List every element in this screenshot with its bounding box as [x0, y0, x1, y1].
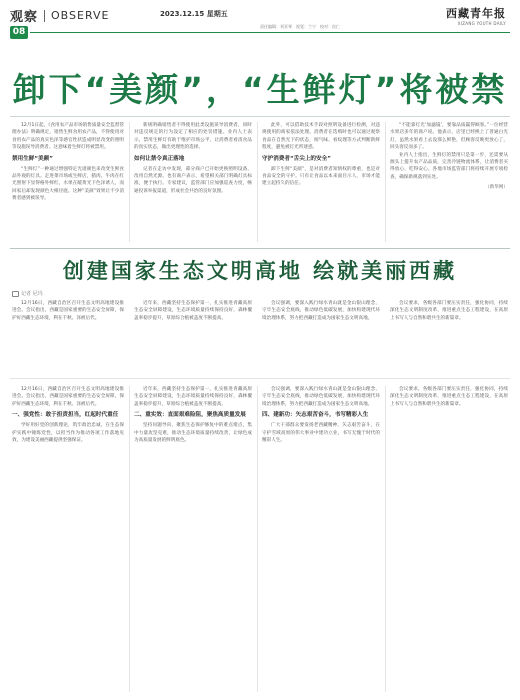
section-divider-2 — [10, 378, 510, 379]
article1-body-1: “生鲜灯”一种通过增强特定光谱颜色来改变生鲜食品外观的灯具。走进菜市场或生鲜店，猪肉、牛肉在红光照射下显得格外鲜红，水果在暖黄光下色泽诱人，而回家后却发现颜色大相径庭。这种“美颜”效果让不少消费者感到被误导。 — [12, 166, 124, 202]
column-rule — [129, 122, 130, 242]
section-label — [10, 6, 109, 25]
article2-subhead-2: 二、重实效：直面艰难险阻，聚焦高质量发展 — [134, 412, 246, 419]
editor-credits: 责任编辑：刘亚琴 视觉：兰宁 校对：次仁 — [260, 24, 340, 29]
article2-body-c: 会议强调，要深入践行绿水青山就是金山银山理念，守牢生态安全底线，推动绿色低碳发展，加快构建现代环境治理体系，努力把西藏打造成为国家生态文明高地。 — [262, 387, 380, 407]
column-rule — [129, 386, 130, 692]
article2-body-2: 坚持问题导向，聚焦生态保护修复中的难点堵点，集中力量攻坚克难，推动生态环境质量持续改善，让绿色成为高质量发展的鲜明底色。 — [134, 423, 252, 444]
article2-lead-3: 会议强调，要深入践行绿水青山就是金山银山理念，守牢生态安全底线，推动绿色低碳发展，加快构建现代环境治理体系，努力把西藏打造成为国家生态文明高地。 — [262, 301, 380, 321]
article2-col2 — [134, 386, 252, 692]
article2-top-col3 — [262, 300, 380, 370]
column-rule — [257, 122, 258, 242]
article2-top-col1 — [12, 300, 124, 370]
article1-col2 — [134, 122, 252, 242]
article2-lead-2: 近年来，西藏坚持生态保护第一，扎实推进青藏高原生态安全屏障建设，生态环境质量持续保持良好，森林覆盖率稳步提升，草原综合植被盖度不断提高。 — [134, 301, 252, 321]
article2-body-a: 12月16日，西藏自治区召开生态文明高地建设推进会。会议指出，西藏是国家重要的生态安全屏障，保护好西藏生态环境，利在千秋、泽被后代。 — [12, 387, 124, 407]
article2-body-1: 学好用好党的创新理论，筑牢政治忠诚，在生态保护实践中锤炼党性，以担当作为推动各项工作落地见效，为建设美丽西藏提供坚强保证。 — [12, 423, 124, 444]
article1-byline: （新华网） — [485, 185, 508, 191]
article1-body-6: “不能靠灯光‘加滤镜’，要靠品质赢得顾客。”一位经营水果店多年的商户说。他表示，店里已经换上了普通白光灯，虽然水果看上去没那么鲜艳，但顾客反映更放心了，回头客反而多了。 — [390, 123, 508, 151]
article2-body-3: 广大干部群众要发扬老西藏精神，矢志艰苦奋斗，在守护雪域高原的伟大事业中建功立业，书写无愧于时代的精彩人生。 — [262, 423, 380, 444]
article2-subhead-1: 一、强党性：敢于担责担当，红起时代重任 — [12, 412, 119, 419]
article2-col1 — [12, 386, 124, 692]
headline-divider — [10, 116, 510, 117]
article2-body-b: 近年来，西藏坚持生态保护第一，扎实推进青藏高原生态安全屏障建设，生态环境质量持续保持良好，森林覆盖率稳步提升，草原综合植被盖度不断提高。 — [134, 387, 252, 407]
article-divider — [10, 248, 510, 249]
article1-col1 — [12, 122, 124, 242]
article1-body-3: 记者在走访中发现，部分商户已开始更换照明设备，改用自然光源。也有商户表示，希望相关部门明确灯具标准，便于执行。专家建议，监管部门应加强巡查力度，畅通投诉举报渠道，形成社会共治的良好氛围。 — [134, 166, 252, 194]
camera-icon — [12, 291, 19, 297]
article2-lead-4: 会议要求，各级各部门要压实责任，强化协同，持续深化生态文明制度改革，推进重点生态工程建设，在高原上书写人与自然和谐共生的新篇章。 — [390, 301, 508, 321]
article1-body-2: 新规明确销售者不得使用此类设施误导消费者，同时对违反规定的行为设定了相应的处罚措施。业内人士表示，禁用生鲜灯有助于维护市场公平，让消费者看清食品的真实状态，做出更理性的选择。 — [134, 123, 252, 151]
issue-date: 2023.12.15 星期五 — [160, 10, 228, 18]
article2-headline: 创建国家生态文明高地 绘就美丽西藏 — [62, 259, 458, 283]
article2-top-col4 — [390, 300, 508, 370]
logo-cn: 西藏青年报 — [446, 7, 506, 20]
article1-col3 — [262, 122, 380, 242]
article1-col4 — [390, 122, 508, 244]
article2-lead-1: 12月16日，西藏自治区召开生态文明高地建设推进会。会议指出，西藏是国家重要的生态安全屏障，保护好西藏生态环境，利在千秋、泽被后代。 — [12, 301, 124, 321]
header-rule — [30, 32, 510, 33]
page-number: 08 — [10, 26, 28, 39]
article2-col3 — [262, 386, 380, 692]
article1-body-7: 业内人士指出，生鲜灯的禁用只是第一步，还需要从源头上提升农产品品质，完善冷链物流体系，让消费者买得放心、吃得安心。各地市场监管部门将持续开展专项检查，确保新规落到实处。 — [390, 152, 508, 180]
article1-headline: 卸下“美颜”，“生鲜灯”将被禁 — [12, 70, 508, 109]
article2-reporter — [12, 290, 43, 297]
reporter-name: 记者 尼玛 — [21, 291, 43, 297]
article1-subhead-1: 禁用生鲜“美颜” — [12, 155, 53, 162]
column-rule — [385, 386, 386, 692]
column-rule — [257, 386, 258, 692]
logo-en: XIZANG YOUTH DAILY — [457, 21, 506, 26]
newspaper-logo — [426, 5, 506, 26]
article2-body-d: 会议要求，各级各部门要压实责任，强化协同，持续深化生态文明制度改革，推进重点生态工程建设，在高原上书写人与自然和谐共生的新篇章。 — [390, 387, 508, 407]
section-name-cn: 观察 — [10, 10, 39, 25]
section-divider — [44, 10, 45, 22]
article2-top-col2 — [134, 300, 252, 370]
article1-body-5: 卸下生鲜“美颜”，是对消费者知情权的尊重，也是对食品安全的守护。只有让食品以本来面目示人，市场才能建立起持久的信任。 — [262, 166, 380, 187]
column-rule — [385, 122, 386, 242]
article2-col4 — [390, 386, 508, 692]
article1-body-4: 此外，可以借助技术手段对照明设备进行检测，对违规使用的商家依法处理。消费者在选购时也可以通过观察食品在自然光下的状态，闻气味、看纹理等方式判断新鲜程度，避免被灯光所迷惑。 — [262, 123, 380, 151]
masthead — [0, 0, 520, 46]
article2-subhead-3: 四、建新功：矢志艰苦奋斗，书写精彩人生 — [262, 412, 369, 419]
article1-subhead-3: 守护消费者“舌尖上的安全” — [262, 155, 331, 162]
article1-intro: 12月1日起，《食用农产品市场销售质量安全监督管理办法》明确规定，销售生鲜食用农产品，不得使用对食用农产品的真实色泽等感官性状造成明显改变的照明等设施误导消费者。这意味着生鲜灯将被禁用。 — [12, 123, 124, 151]
section-name-en: OBSERVE — [51, 9, 110, 22]
article1-subhead-2: 如何让禁令真正落地 — [134, 155, 185, 162]
